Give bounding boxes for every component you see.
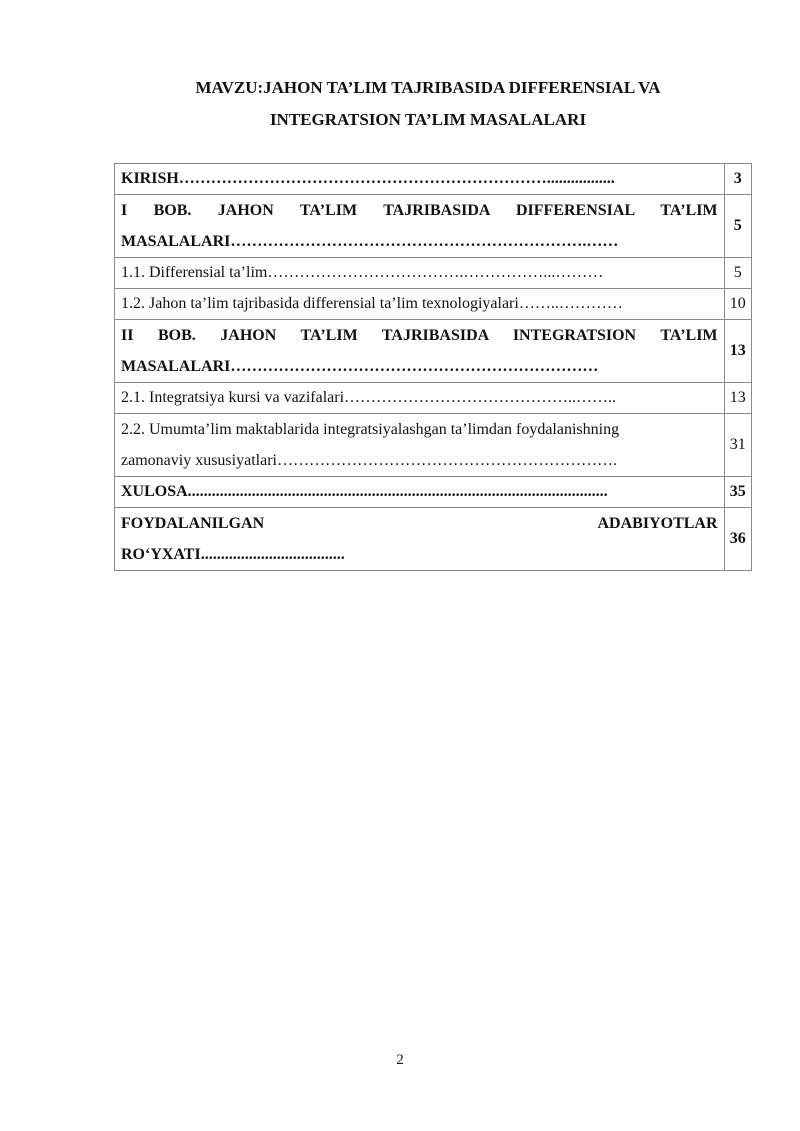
table-of-contents — [114, 163, 752, 571]
toc-page-number: 10 — [724, 289, 751, 320]
toc-page-number: 36 — [724, 508, 751, 571]
toc-page-number: 5 — [724, 258, 751, 289]
toc-row-1-1 — [115, 258, 752, 289]
page-number: 2 — [396, 1052, 404, 1068]
toc-entry-text: 2.2. Umumta’lim maktablarida integratsiyalashgan ta’limdan foydalanishning — [121, 421, 620, 438]
toc-row-references — [115, 508, 752, 571]
toc-page-number: 35 — [724, 477, 751, 508]
toc-row-1-2 — [115, 289, 752, 320]
toc-page-number: 13 — [724, 383, 751, 414]
toc-row-2-1 — [115, 383, 752, 414]
toc-row-xulosa — [115, 477, 752, 508]
toc-entry-text: II BOB. JAHON TA’LIM TAJRIBASIDA INTEGRATSION TA’LIM — [121, 327, 718, 344]
toc-entry-text: KIRISH……………………………………………………………................. — [121, 170, 615, 187]
toc-page-number: 31 — [724, 414, 751, 477]
toc-row-2-2 — [115, 414, 752, 477]
toc-page-number: 5 — [724, 195, 751, 258]
toc-entry-text-cont: zamonaviy xususiyatlari………………………………………………………. — [121, 452, 617, 469]
toc-row-chapter-2 — [115, 320, 752, 383]
toc-entry-text: I BOB. JAHON TA’LIM TAJRIBASIDA DIFFERENSIAL TA’LIM — [121, 202, 718, 219]
toc-row-chapter-1 — [115, 195, 752, 258]
title-line-2: INTEGRATSION TA’LIM MASALALARI — [269, 110, 587, 129]
toc-entry-text-cont: RO‘YXATI.................................... — [121, 546, 345, 563]
toc-entry-text: FOYDALANILGAN ADABIYOTLAR — [121, 515, 718, 532]
toc-entry-text: 1.1. Differensial ta’lim……………………………….……………...……… — [121, 264, 604, 281]
toc-row-kirish — [115, 164, 752, 195]
toc-entry-text: 2.1. Integratsiya kursi va vazifalari……………………………………..…….. — [121, 389, 617, 406]
toc-entry-text-cont: MASALALARI…………………………………………………………… — [121, 358, 599, 375]
toc-page-number: 3 — [724, 164, 751, 195]
toc-entry-text: XULOSA......................................................................................................... — [121, 483, 608, 500]
title-line-1: MAVZU:JAHON TA’LIM TAJRIBASIDA DIFFERENSIAL VA — [195, 78, 661, 97]
toc-entry-text-cont: MASALALARI………………………………………………………….…… — [121, 233, 619, 250]
toc-entry-text: 1.2. Jahon ta’lim tajribasida differensial ta’lim texnologiyalari……..………… — [121, 295, 623, 312]
document-title — [100, 72, 756, 136]
toc-page-number: 13 — [724, 320, 751, 383]
